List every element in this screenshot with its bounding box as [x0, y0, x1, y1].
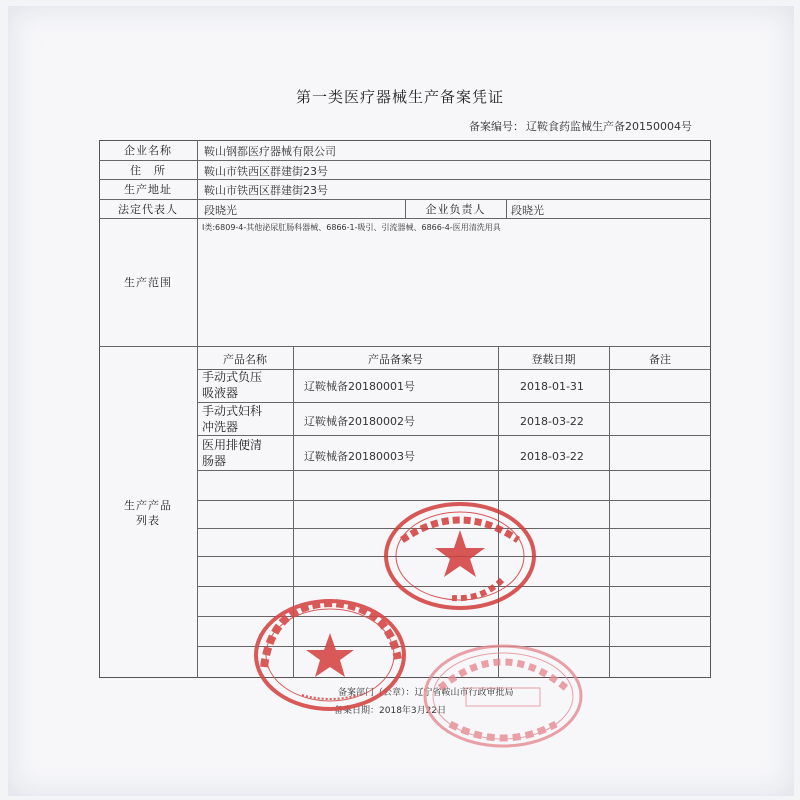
header-note: 备注 — [649, 353, 671, 366]
product-name-3: 医用排便清 肠器 — [202, 438, 263, 468]
footer-date: 备案日期：2018年3月22日 — [334, 706, 447, 716]
header-record-number: 产品备案号 — [368, 353, 423, 366]
record-number-line — [467, 118, 692, 134]
product-date-3: 2018-03-22 — [520, 450, 584, 463]
company-leader-value: 段晓光 — [511, 204, 544, 217]
government-seal — [420, 640, 586, 750]
company-value: 鞍山钢都医疗器械有限公司 — [204, 145, 336, 158]
product-name-1: 手动式负压 吸液器 — [202, 370, 263, 400]
legal-rep-label: 法定代表人 — [118, 203, 178, 216]
record-number-value: 辽鞍食药监械生产备20150004号 — [526, 120, 692, 133]
product-list-label-2: 列表 — [136, 514, 160, 527]
residence-label: 住 所 — [130, 164, 166, 177]
scope-value: Ⅰ类:6809-4-其他泌尿肛肠科器械、6866-1-吸引、引流器械、6866-4-医用清洗用具 — [202, 223, 501, 232]
company-seal-lower — [252, 597, 408, 713]
company-seal-upper — [382, 500, 538, 612]
product-name-2: 手动式妇科 冲洗器 — [202, 404, 263, 434]
company-leader-label: 企业负责人 — [425, 203, 486, 216]
company-label: 企业名称 — [124, 144, 172, 157]
residence-value: 鞍山市铁西区群建街23号 — [204, 165, 328, 178]
scope-label: 生产范围 — [124, 276, 172, 289]
production-address-label: 生产地址 — [124, 183, 172, 196]
product-date-2: 2018-03-22 — [520, 415, 584, 428]
legal-rep-value: 段晓光 — [204, 204, 237, 217]
product-date-1: 2018-01-31 — [520, 380, 584, 393]
document-title: 第一类医疗器械生产备案凭证 — [295, 88, 504, 106]
header-date: 登载日期 — [531, 353, 576, 366]
record-number-label: 备案编号： — [469, 120, 524, 133]
header-product-name: 产品名称 — [223, 353, 267, 366]
product-list-label-1: 生产产品 — [124, 499, 172, 512]
production-address-value: 鞍山市铁西区群建街23号 — [204, 184, 328, 197]
product-code-3: 辽鞍械备20180003号 — [304, 450, 415, 463]
footer-dept: 备案部门（公章）：辽宁省鞍山市行政审批局 — [338, 688, 514, 698]
product-code-2: 辽鞍械备20180002号 — [304, 415, 415, 428]
product-code-1: 辽鞍械备20180001号 — [304, 380, 415, 393]
